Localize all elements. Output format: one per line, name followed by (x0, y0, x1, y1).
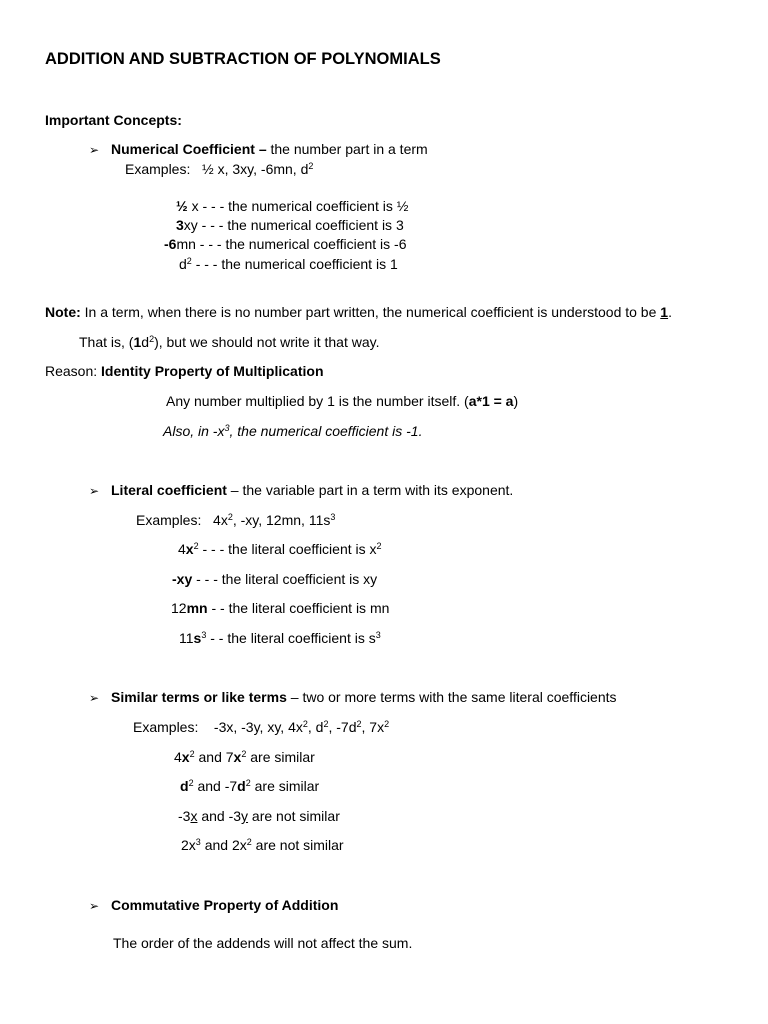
explanation: - - - the literal coefficient is x (198, 541, 377, 557)
reason-label: Reason: (45, 363, 102, 379)
also-line (163, 423, 422, 439)
variable: x (181, 749, 190, 765)
similar-terms-bullet (89, 689, 617, 706)
explanation: - - the literal coefficient is s (206, 630, 376, 646)
text: Any number multiplied by 1 is the number itself. ( (166, 393, 469, 409)
exponent: 3 (201, 630, 207, 640)
explanation: xy - - - the numerical coefficient is 3 (183, 217, 404, 233)
variable: x (185, 541, 194, 557)
text: and 7 (194, 749, 234, 765)
explanation: - - - the numerical coefficient is 1 (191, 256, 398, 272)
variable: y (241, 808, 249, 824)
numerical-examples (125, 161, 313, 177)
example-line-three (176, 217, 404, 233)
term-label: Commutative Property of Addition (111, 897, 339, 913)
literal-coefficient-bullet (89, 482, 513, 499)
text: are not similar (248, 808, 340, 824)
variable: s (193, 630, 202, 646)
text: 4 (174, 749, 182, 765)
that-is-line (79, 334, 379, 350)
text: ) (513, 393, 519, 409)
arrow-bullet-icon: ➢ (89, 143, 100, 157)
identity-formula: a*1 = a (468, 393, 514, 409)
examples-label: Examples: (125, 161, 191, 177)
text: , -7d (328, 719, 357, 735)
text: , d (307, 719, 324, 735)
example-line-half (176, 198, 408, 214)
variable: x (233, 749, 242, 765)
examples-label: Examples: (136, 512, 202, 528)
exponent: 2 (149, 334, 155, 344)
section-heading: Important Concepts: (45, 112, 182, 128)
exponent: 3 (375, 630, 381, 640)
arrow-bullet-icon: ➢ (89, 691, 100, 705)
coefficient: 1 (133, 334, 142, 350)
literal-example-2 (172, 571, 377, 587)
reason-line (45, 363, 324, 379)
text: -3 (178, 808, 191, 824)
page-title: ADDITION AND SUBTRACTION OF POLYNOMIALS (45, 50, 441, 68)
commutative-text: The order of the addends will not affect the sum. (113, 935, 413, 951)
identity-line (166, 393, 518, 409)
text: , -xy, 12mn, 11s (232, 512, 331, 528)
note-period: . (668, 304, 672, 320)
examples-list: ½ x, 3xy, -6mn, d (202, 161, 309, 177)
literal-example-1 (178, 541, 382, 557)
example-line-d (179, 256, 398, 272)
exponent: 2 (308, 161, 314, 171)
text: are not similar (251, 837, 344, 853)
variable: -xy (172, 571, 193, 587)
note-paragraph (45, 304, 672, 320)
term-label: Similar terms or like terms (111, 689, 287, 705)
arrow-bullet-icon: ➢ (89, 899, 100, 913)
text: and -7 (193, 778, 238, 794)
term-definition: – the variable part in a term with its exponent. (226, 482, 514, 498)
variable: x (190, 808, 198, 824)
exponent: 2 (302, 719, 308, 729)
similar-example-1 (174, 749, 315, 765)
text: , the numerical coefficient is -1. (229, 423, 423, 439)
exponent: 3 (330, 512, 336, 522)
exponent: 2 (245, 778, 251, 788)
note-one: 1 (660, 304, 669, 320)
similar-example-3 (178, 808, 340, 824)
note-text: In a term, when there is no number part written, the numerical coefficient is understood to be (80, 304, 661, 320)
exponent: 2 (323, 719, 329, 729)
exponent: 2 (246, 837, 252, 847)
exponent: 2 (356, 719, 362, 729)
exponent: 2 (193, 541, 199, 551)
coefficient: 3 (176, 217, 184, 233)
text: are similar (250, 778, 320, 794)
text: ), but we should not write it that way. (154, 334, 380, 350)
reason-value: Identity Property of Multiplication (101, 363, 324, 379)
term-definition: – two or more terms with the same literal coefficients (286, 689, 617, 705)
text: Also, in -x (163, 423, 225, 439)
similar-example-4 (181, 837, 344, 853)
numerical-coefficient-bullet (89, 141, 428, 158)
exponent: 2 (384, 719, 390, 729)
text: and -3 (197, 808, 242, 824)
exponent: 3 (224, 423, 230, 433)
variable: d (237, 778, 246, 794)
text: 4x (213, 512, 228, 528)
text: , 7x (361, 719, 385, 735)
arrow-bullet-icon: ➢ (89, 484, 100, 498)
variable: d (141, 334, 150, 350)
exponent: 3 (195, 837, 201, 847)
literal-examples (136, 512, 335, 528)
similar-examples (133, 719, 389, 735)
literal-example-4 (179, 630, 381, 646)
text: That is, ( (79, 334, 134, 350)
exponent: 2 (227, 512, 233, 522)
variable: mn (186, 600, 208, 616)
explanation: mn - - - the numerical coefficient is -6 (176, 236, 407, 252)
exponent: 2 (376, 541, 382, 551)
text: -3x, -3y, xy, 4x (213, 719, 303, 735)
exponent: 2 (186, 256, 192, 266)
exponent: 2 (189, 749, 195, 759)
variable: d (180, 778, 189, 794)
term-definition: the number part in a term (266, 141, 428, 157)
note-label: Note: (45, 304, 81, 320)
examples-label: Examples: (133, 719, 199, 735)
explanation: x - - - the numerical coefficient is ½ (187, 198, 409, 214)
text: are similar (246, 749, 315, 765)
text: and 2x (200, 837, 247, 853)
term-label: Literal coefficient (111, 482, 227, 498)
text: 2x (181, 837, 196, 853)
similar-example-2 (180, 778, 319, 794)
explanation: - - - the literal coefficient is xy (192, 571, 378, 587)
commutative-bullet (89, 897, 338, 914)
number: 12 (171, 600, 187, 616)
explanation: - - the literal coefficient is mn (207, 600, 390, 616)
number: 4 (178, 541, 186, 557)
term-label: Numerical Coefficient – (111, 141, 267, 157)
example-line-six (164, 236, 407, 252)
variable: d (179, 256, 187, 272)
coefficient: -6 (164, 236, 177, 252)
exponent: 2 (241, 749, 247, 759)
coefficient: ½ (176, 198, 188, 214)
exponent: 2 (188, 778, 194, 788)
literal-example-3 (171, 600, 389, 616)
number: 11 (179, 630, 194, 646)
